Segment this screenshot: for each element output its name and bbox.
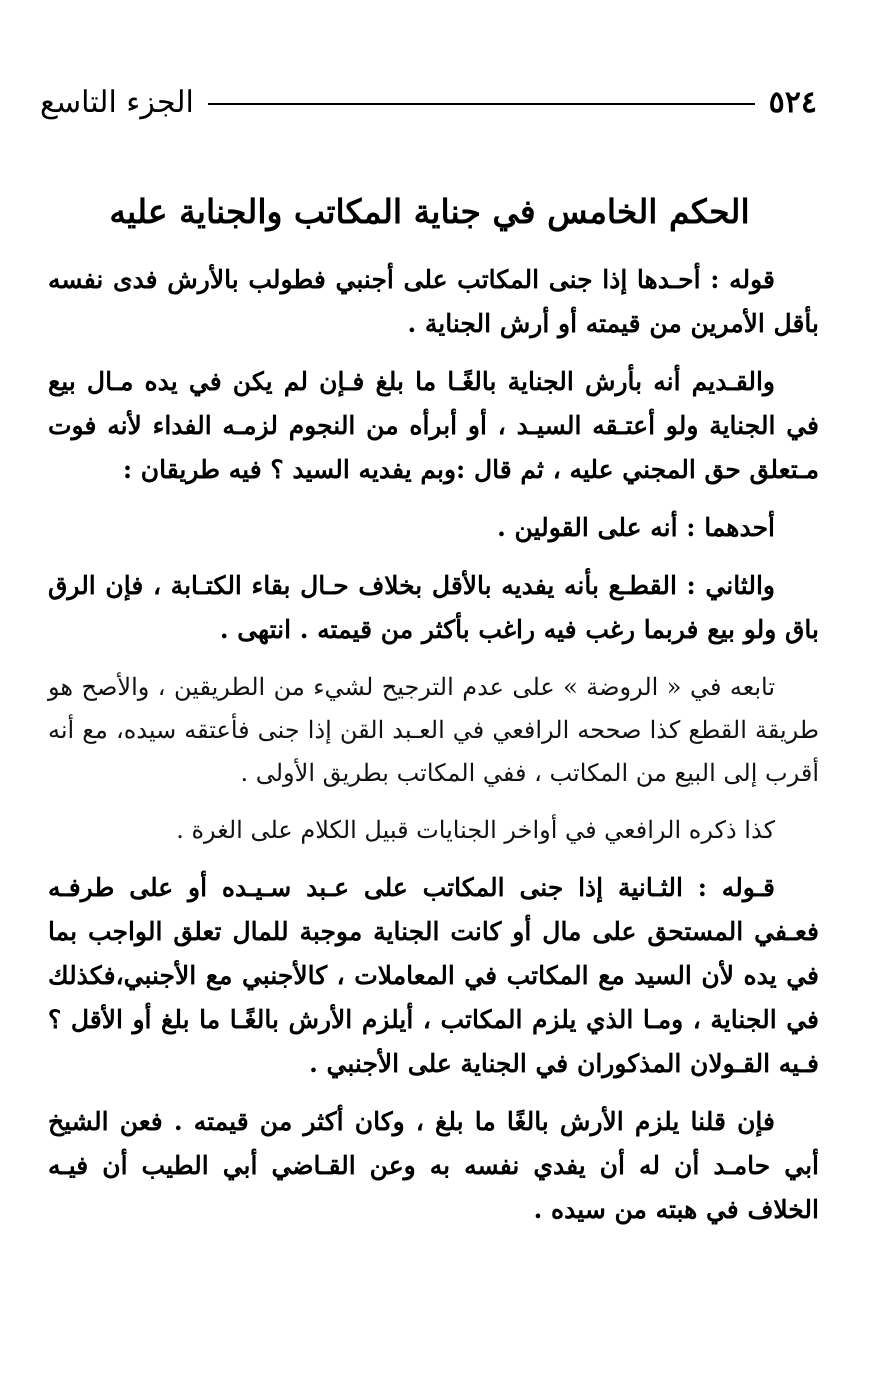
header-rule — [208, 103, 755, 105]
page-header — [40, 82, 817, 122]
commentary-paragraph: كذا ذكره الرافعي في أواخر الجنايات قبيل الكلام على الغرة . — [176, 816, 775, 844]
paragraph: والثاني : القطـع بأنه يفديه بالأقل بخلاف حـال بقاء الكتـابة ، فإن الرق باق ولو بيع فربما رغب فيه راغب بأكثر من قيمته . انتهى . — [48, 571, 819, 644]
commentary-paragraph: تابعه في « الروضة » على عدم الترجيح لشيء من الطريقين ، والأصح هو طريقة القطع كذا صححه الرافعي في العـبد القن إذا جنى فأعتقه سيده، مع أنه أقرب إلى البيع من المكاتب ، ففي المكاتب بطريق الأولى . — [48, 673, 819, 787]
paragraph: أحدهما : أنه على القولين . — [497, 513, 775, 542]
paragraph: قوله : أحـدها إذا جنى المكاتب على أجنبي فطولب بالأرش فدى نفسه بأقل الأمرين من قيمته أو أرش الجناية . — [48, 265, 819, 338]
page-number: ٥٢٤ — [768, 84, 817, 120]
section-title: الحكم الخامس في جناية المكاتب والجناية عليه — [109, 192, 750, 231]
paragraph: قـوله : الثـانية إذا جنى المكاتب على عـبد سـيـده أو على طرفـه فعـفي المستحق على مال أو كانت الجناية موجبة للمال تعلق الواجب بما في يده لأن السيد مع المكاتب في المعاملات ، كالأجنبي مع الأجنبي،فكذلك في الجناية ، ومـا الذي يلزم المكاتب ، أيلزم الأرش بالغًـا ما بلغ أو الأقل ؟ فـيه القـولان المذكوران في الجناية على الأجنبي . — [48, 873, 819, 1078]
paragraph: فإن قلنا يلزم الأرش بالغًا ما بلغ ، وكان أكثر من قيمته . فعن الشيخ أبي حامـد أن له أن يفدي نفسه به وعن القـاضي أبي الطيب أن فيـه الخلاف في هبته من سيده . — [48, 1107, 819, 1224]
paragraph: والقـديم أنه بأرش الجناية بالغًـا ما بلغ فـإن لم يكن في يده مـال بيع في الجناية ولو أعتـقه السيـد ، أو أبرأه من النجوم لزمـه الفداء لأنه فوت مـتعلق حق المجني عليه ، ثم قال :وبم يفديه السيد ؟ فيه طريقان : — [48, 367, 819, 484]
running-title: الجزء التاسع — [40, 84, 194, 120]
page-body — [48, 258, 819, 1246]
